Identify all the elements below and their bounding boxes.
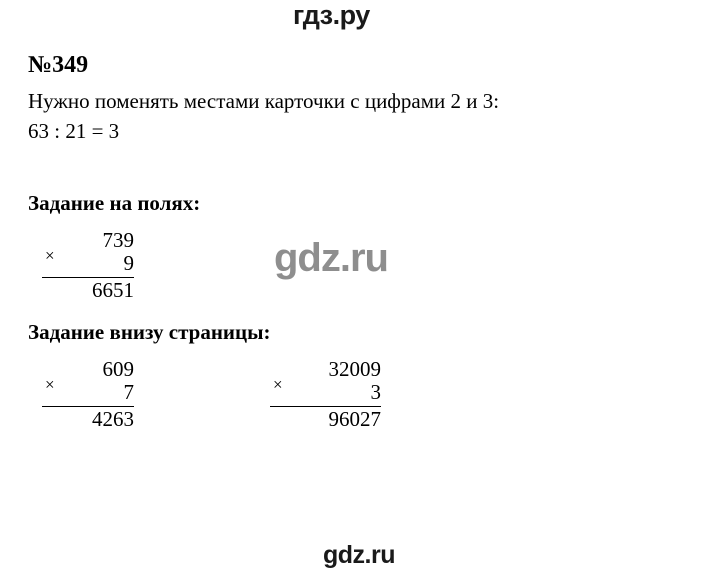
multiplication-sign: × <box>45 245 55 265</box>
task-number: №349 <box>28 52 89 78</box>
factor-2: 7 <box>123 380 134 405</box>
bottom-task-heading: Задание внизу страницы: <box>28 319 271 344</box>
calc-block-739x9 <box>42 229 134 303</box>
answer-line-1: Нужно поменять местами карточки с цифрами 2 и 3: <box>28 89 500 113</box>
factor-1: 32009 <box>328 356 381 381</box>
site-logo-bottom: gdz.ru <box>323 541 395 569</box>
watermark: gdz.ru <box>274 236 388 280</box>
product: 96027 <box>328 406 381 431</box>
site-logo-top: гдз.ру <box>293 0 370 30</box>
product: 4263 <box>92 406 134 431</box>
answer-line-2: 63 : 21 = 3 <box>28 119 120 144</box>
multiplication-sign: × <box>45 374 55 394</box>
margin-task-heading: Задание на полях: <box>28 190 201 215</box>
multiplication-sign: × <box>273 374 283 394</box>
factor-1: 609 <box>102 356 134 381</box>
product: 6651 <box>92 277 134 302</box>
factor-2: 3 <box>370 380 381 405</box>
bottom-calculations <box>28 345 688 455</box>
factor-2: 9 <box>123 251 134 276</box>
calc-block-32009x3 <box>270 358 381 432</box>
factor-1: 739 <box>102 227 134 252</box>
calc-block-609x7 <box>42 358 134 432</box>
